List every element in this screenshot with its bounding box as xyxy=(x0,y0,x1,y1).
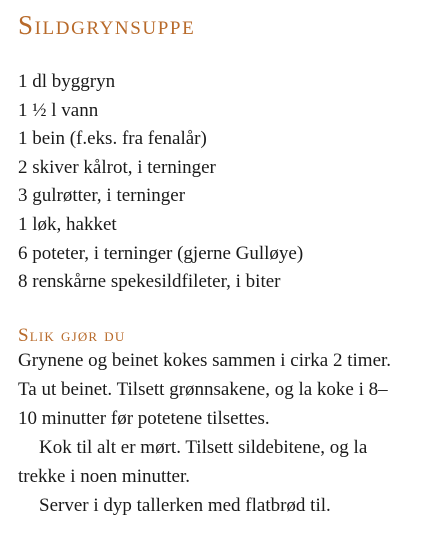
method-paragraph: Kok til alt er mørt. Tilsett sildebitene, og la trekke i noen minutter. xyxy=(18,437,368,487)
ingredient-list xyxy=(18,68,303,297)
ingredient-item: 1 ½ l vann xyxy=(18,99,99,121)
ingredient-item: 1 dl byggryn xyxy=(18,71,116,92)
ingredient-item: 3 gulrøtter, i terninger xyxy=(18,185,186,207)
ingredient-item: 1 bein (f.eks. fra fenalår) xyxy=(18,128,207,150)
ingredient-item: 2 skiver kålrot, i terninger xyxy=(18,156,216,178)
method-paragraph: Server i dyp tallerken med flatbrød til. xyxy=(39,495,331,516)
ingredient-item: 6 poteter, i terninger (gjerne Gulløye) xyxy=(18,242,304,264)
method-paragraph: Grynene og beinet kokes sammen i cirka 2 timer. Ta ut beinet. Tilsett grønnsakene, og la koke i 8–10 minutter før potetene tilsettes. xyxy=(18,350,392,429)
recipe-title: Sildgrynsuppe xyxy=(18,10,196,40)
ingredient-item: 8 renskårne spekesildfileter, i biter xyxy=(18,271,281,293)
method-heading: Slik gjør du xyxy=(18,325,126,346)
ingredient-item: 1 løk, hakket xyxy=(18,213,117,235)
method-text xyxy=(18,346,393,520)
